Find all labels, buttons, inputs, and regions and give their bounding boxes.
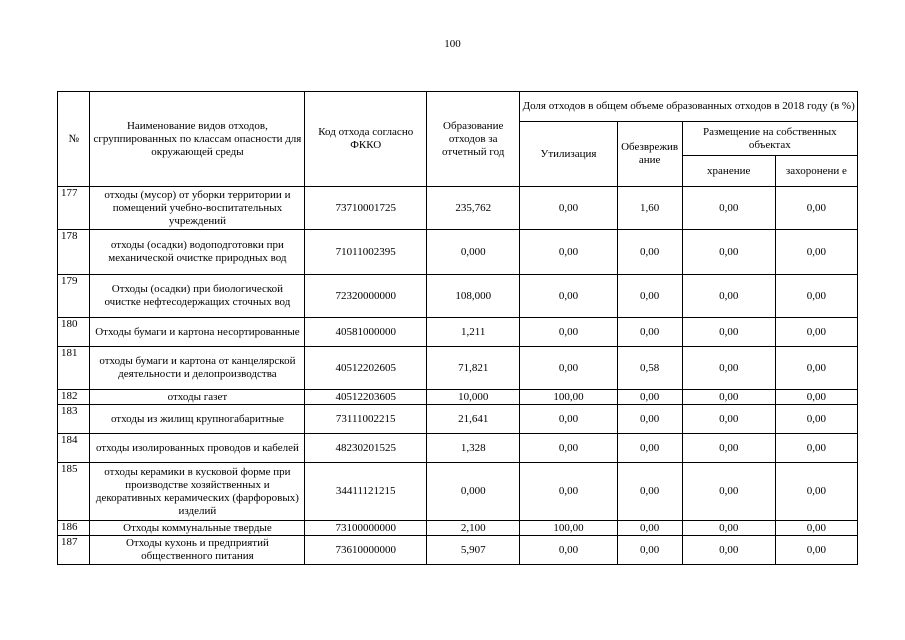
fkko-code: 40512203605 <box>305 390 427 405</box>
header-utilization: Утилизация <box>520 122 617 187</box>
fkko-code: 73710001725 <box>305 187 427 230</box>
waste-name: отходы из жилищ крупногабаритные <box>90 405 305 434</box>
row-number: 177 <box>58 187 90 230</box>
neutralization-share: 0,00 <box>617 230 682 275</box>
fkko-code: 73100000000 <box>305 521 427 536</box>
table-row <box>58 536 858 565</box>
neutralization-share: 0,00 <box>617 463 682 521</box>
burial-share: 0,00 <box>775 434 857 463</box>
formed-amount: 1,211 <box>427 318 520 347</box>
storage-share: 0,00 <box>682 434 775 463</box>
table-row <box>58 347 858 390</box>
burial-share: 0,00 <box>775 275 857 318</box>
waste-name: Отходы коммунальные твердые <box>90 521 305 536</box>
storage-share: 0,00 <box>682 521 775 536</box>
row-number: 183 <box>58 405 90 434</box>
header-placement: Размещение на собственных объектах <box>682 122 857 156</box>
burial-share: 0,00 <box>775 318 857 347</box>
table-row <box>58 230 858 275</box>
formed-amount: 21,641 <box>427 405 520 434</box>
waste-name: отходы изолированных проводов и кабелей <box>90 434 305 463</box>
waste-table <box>57 91 858 565</box>
utilization-share: 0,00 <box>520 405 617 434</box>
row-number: 184 <box>58 434 90 463</box>
utilization-share: 0,00 <box>520 536 617 565</box>
fkko-code: 71011002395 <box>305 230 427 275</box>
header-burial: захоронени е <box>775 156 857 187</box>
waste-name: отходы (мусор) от уборки территории и помещений учебно-воспитательных учреждений <box>90 187 305 230</box>
fkko-code: 48230201525 <box>305 434 427 463</box>
table-row <box>58 521 858 536</box>
waste-name: Отходы кухонь и предприятий общественного питания <box>90 536 305 565</box>
utilization-share: 0,00 <box>520 275 617 318</box>
table-row <box>58 463 858 521</box>
neutralization-share: 1,60 <box>617 187 682 230</box>
row-number: 185 <box>58 463 90 521</box>
table-row <box>58 275 858 318</box>
waste-name: отходы (осадки) водоподготовки при механической очистке природных вод <box>90 230 305 275</box>
table-row <box>58 434 858 463</box>
table-header <box>58 92 858 187</box>
waste-name: Отходы (осадки) при биологической очистке нефтесодержащих сточных вод <box>90 275 305 318</box>
storage-share: 0,00 <box>682 318 775 347</box>
table-body <box>58 187 858 565</box>
header-storage: хранение <box>682 156 775 187</box>
formed-amount: 5,907 <box>427 536 520 565</box>
storage-share: 0,00 <box>682 463 775 521</box>
table-row <box>58 187 858 230</box>
page-number: 100 <box>444 38 461 50</box>
header-share: Доля отходов в общем объеме образованных отходов в 2018 году (в %) <box>520 92 858 122</box>
storage-share: 0,00 <box>682 275 775 318</box>
table-row <box>58 318 858 347</box>
neutralization-share: 0,00 <box>617 390 682 405</box>
formed-amount: 0,000 <box>427 463 520 521</box>
storage-share: 0,00 <box>682 390 775 405</box>
row-number: 180 <box>58 318 90 347</box>
neutralization-share: 0,00 <box>617 275 682 318</box>
burial-share: 0,00 <box>775 536 857 565</box>
storage-share: 0,00 <box>682 405 775 434</box>
formed-amount: 10,000 <box>427 390 520 405</box>
utilization-share: 100,00 <box>520 521 617 536</box>
fkko-code: 40512202605 <box>305 347 427 390</box>
row-number: 179 <box>58 275 90 318</box>
utilization-share: 0,00 <box>520 230 617 275</box>
fkko-code: 72320000000 <box>305 275 427 318</box>
header-code: Код отхода согласно ФККО <box>305 92 427 187</box>
waste-name: отходы керамики в кусковой форме при производстве хозяйственных и декоративных керамических (фарфоровых) изделий <box>90 463 305 521</box>
storage-share: 0,00 <box>682 230 775 275</box>
row-number: 178 <box>58 230 90 275</box>
waste-name: Отходы бумаги и картона несортированные <box>90 318 305 347</box>
burial-share: 0,00 <box>775 405 857 434</box>
neutralization-share: 0,00 <box>617 521 682 536</box>
formed-amount: 71,821 <box>427 347 520 390</box>
utilization-share: 100,00 <box>520 390 617 405</box>
header-name: Наименование видов отходов, сгруппированных по классам опасности для окружающей среды <box>90 92 305 187</box>
utilization-share: 0,00 <box>520 463 617 521</box>
formed-amount: 235,762 <box>427 187 520 230</box>
row-number: 181 <box>58 347 90 390</box>
burial-share: 0,00 <box>775 390 857 405</box>
burial-share: 0,00 <box>775 521 857 536</box>
table-row <box>58 390 858 405</box>
burial-share: 0,00 <box>775 187 857 230</box>
utilization-share: 0,00 <box>520 434 617 463</box>
fkko-code: 73111002215 <box>305 405 427 434</box>
storage-share: 0,00 <box>682 536 775 565</box>
waste-name: отходы газет <box>90 390 305 405</box>
fkko-code: 73610000000 <box>305 536 427 565</box>
formed-amount: 2,100 <box>427 521 520 536</box>
header-formed: Образование отходов за отчетный год <box>427 92 520 187</box>
formed-amount: 0,000 <box>427 230 520 275</box>
neutralization-share: 0,00 <box>617 318 682 347</box>
neutralization-share: 0,00 <box>617 434 682 463</box>
burial-share: 0,00 <box>775 230 857 275</box>
row-number: 182 <box>58 390 90 405</box>
utilization-share: 0,00 <box>520 347 617 390</box>
utilization-share: 0,00 <box>520 318 617 347</box>
header-neutralization: Обезврежив ание <box>617 122 682 187</box>
waste-name: отходы бумаги и картона от канцелярской деятельности и делопроизводства <box>90 347 305 390</box>
storage-share: 0,00 <box>682 187 775 230</box>
header-no: № <box>58 92 90 187</box>
neutralization-share: 0,00 <box>617 536 682 565</box>
utilization-share: 0,00 <box>520 187 617 230</box>
storage-share: 0,00 <box>682 347 775 390</box>
burial-share: 0,00 <box>775 347 857 390</box>
neutralization-share: 0,00 <box>617 405 682 434</box>
row-number: 187 <box>58 536 90 565</box>
formed-amount: 1,328 <box>427 434 520 463</box>
fkko-code: 40581000000 <box>305 318 427 347</box>
neutralization-share: 0,58 <box>617 347 682 390</box>
formed-amount: 108,000 <box>427 275 520 318</box>
table-row <box>58 405 858 434</box>
burial-share: 0,00 <box>775 463 857 521</box>
fkko-code: 34411121215 <box>305 463 427 521</box>
row-number: 186 <box>58 521 90 536</box>
